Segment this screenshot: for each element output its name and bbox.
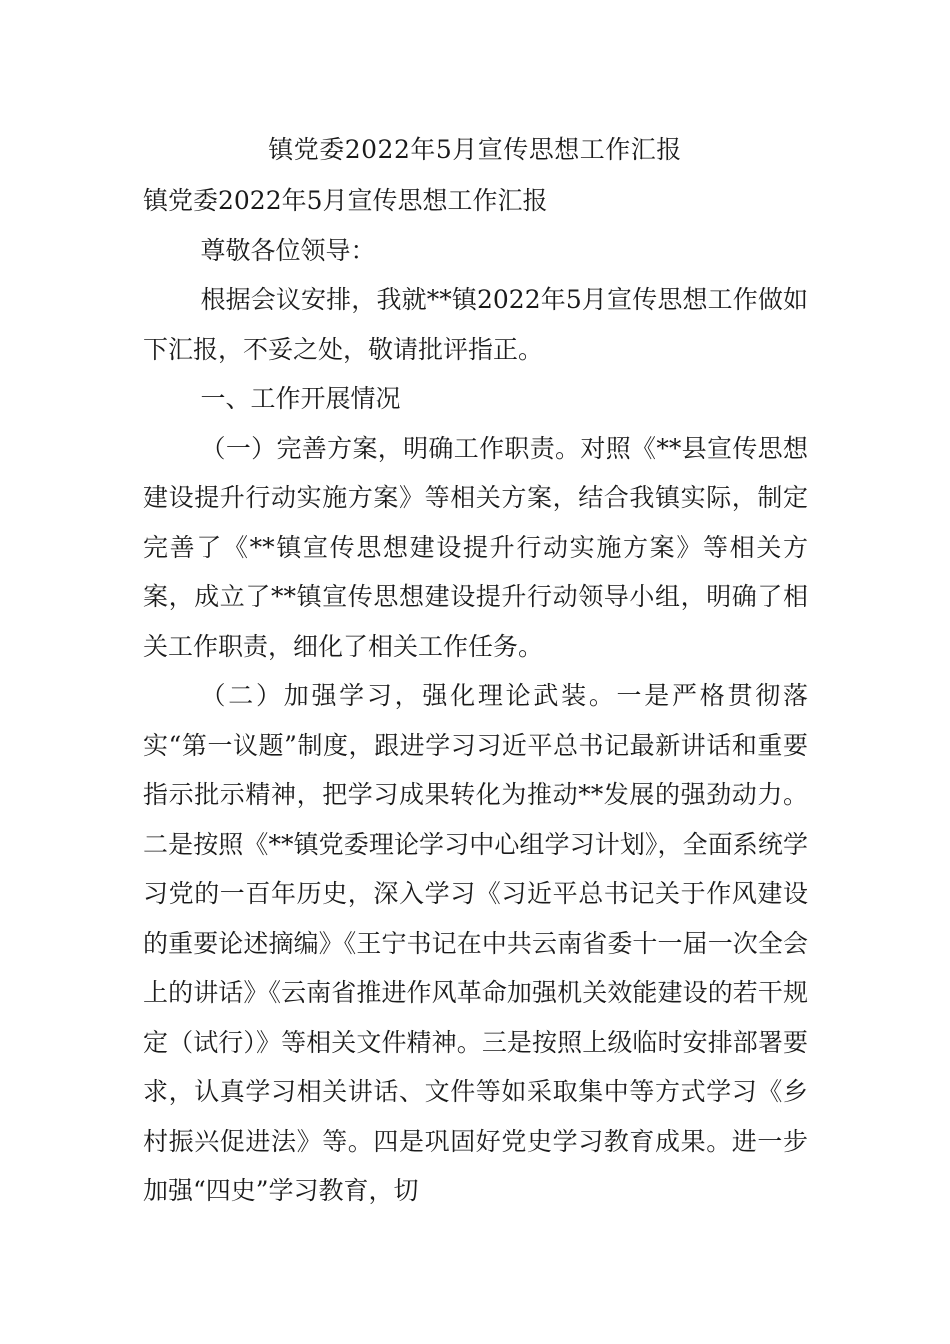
document-title: 镇党委2022年5月宣传思想工作汇报 xyxy=(268,135,682,164)
paragraph-section-2: （二）加强学习，强化理论武装。一是严格贯彻落实“第一议题”制度，跟进学习习近平总书记最新讲话和重要指示批示精神，把学习成果转化为推动**发展的强劲动力。二是按照《**镇党委理论学习中心组学习计划》，全面系统学习党的一百年历史，深入学习《习近平总书记关于作风建设的重要论述摘编》《王宁书记在中共云南省委十一届一次全会上的讲话》《云南省推进作风革命加强机关效能建设的若干规定（试行）》等相关文件精神。三是按照上级临时安排部署要求，认真学习相关讲话、文件等如采取集中等方式学习《乡村振兴促进法》等。四是巩固好党史学习教育成果。进一步加强“四史”学习教育，切 xyxy=(143,681,808,1205)
salutation: 尊敬各位领导： xyxy=(200,235,376,265)
document-body xyxy=(143,176,808,1216)
section-heading: 一、工作开展情况 xyxy=(200,384,401,413)
paragraph-section-1: （一）完善方案，明确工作职责。对照《**县宣传思想建设提升行动实施方案》等相关方案，结合我镇实际，制定完善了《**镇宣传思想建设提升行动实施方案》等相关方案，成立了**镇宣传思想建设提升行动领导小组，明确了相关工作职责，细化了相关工作任务。 xyxy=(143,433,808,661)
document-subtitle: 镇党委2022年5月宣传思想工作汇报 xyxy=(143,186,548,215)
paragraph-intro: 根据会议安排，我就**镇2022年5月宣传思想工作做如下汇报，不妥之处，敬请批评指正。 xyxy=(143,285,808,364)
